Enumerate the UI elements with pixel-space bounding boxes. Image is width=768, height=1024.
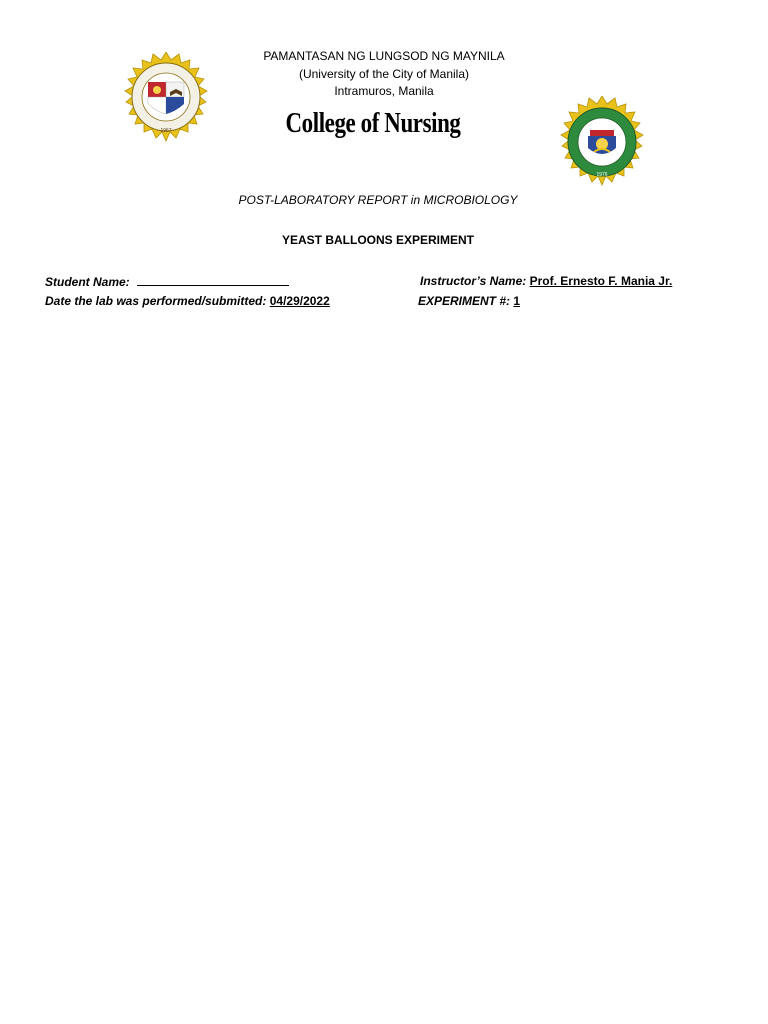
experiment-number-label: EXPERIMENT #:: [418, 294, 511, 308]
student-name-field: [45, 273, 289, 290]
experiment-title: YEAST BALLOONS EXPERIMENT: [281, 233, 475, 247]
lab-date-label: Date the lab was performed/submitted:: [45, 294, 267, 308]
instructor-name-field: [420, 273, 672, 289]
student-name-label: Student Name:: [45, 275, 130, 289]
lab-date-field: [45, 293, 330, 309]
svg-text:1967: 1967: [160, 128, 172, 134]
university-location: Intramuros, Manila: [334, 84, 434, 98]
student-name-blank[interactable]: [137, 273, 289, 286]
experiment-number-field: [418, 293, 520, 309]
instructor-name-value: Prof. Ernesto F. Mania Jr.: [529, 274, 673, 288]
university-name: PAMANTASAN NG LUNGSOD NG MAYNILA: [263, 49, 505, 63]
report-title: POST-LABORATORY REPORT in MICROBIOLOGY: [238, 193, 518, 207]
instructor-name-label: Instructor’s Name:: [420, 274, 527, 288]
college-title: College of Nursing: [285, 108, 461, 139]
svg-text:1976: 1976: [596, 172, 608, 178]
experiment-number-value: 1: [513, 294, 521, 308]
lab-date-value: 04/29/2022: [269, 294, 330, 308]
university-english-name: (University of the City of Manila): [298, 67, 470, 81]
